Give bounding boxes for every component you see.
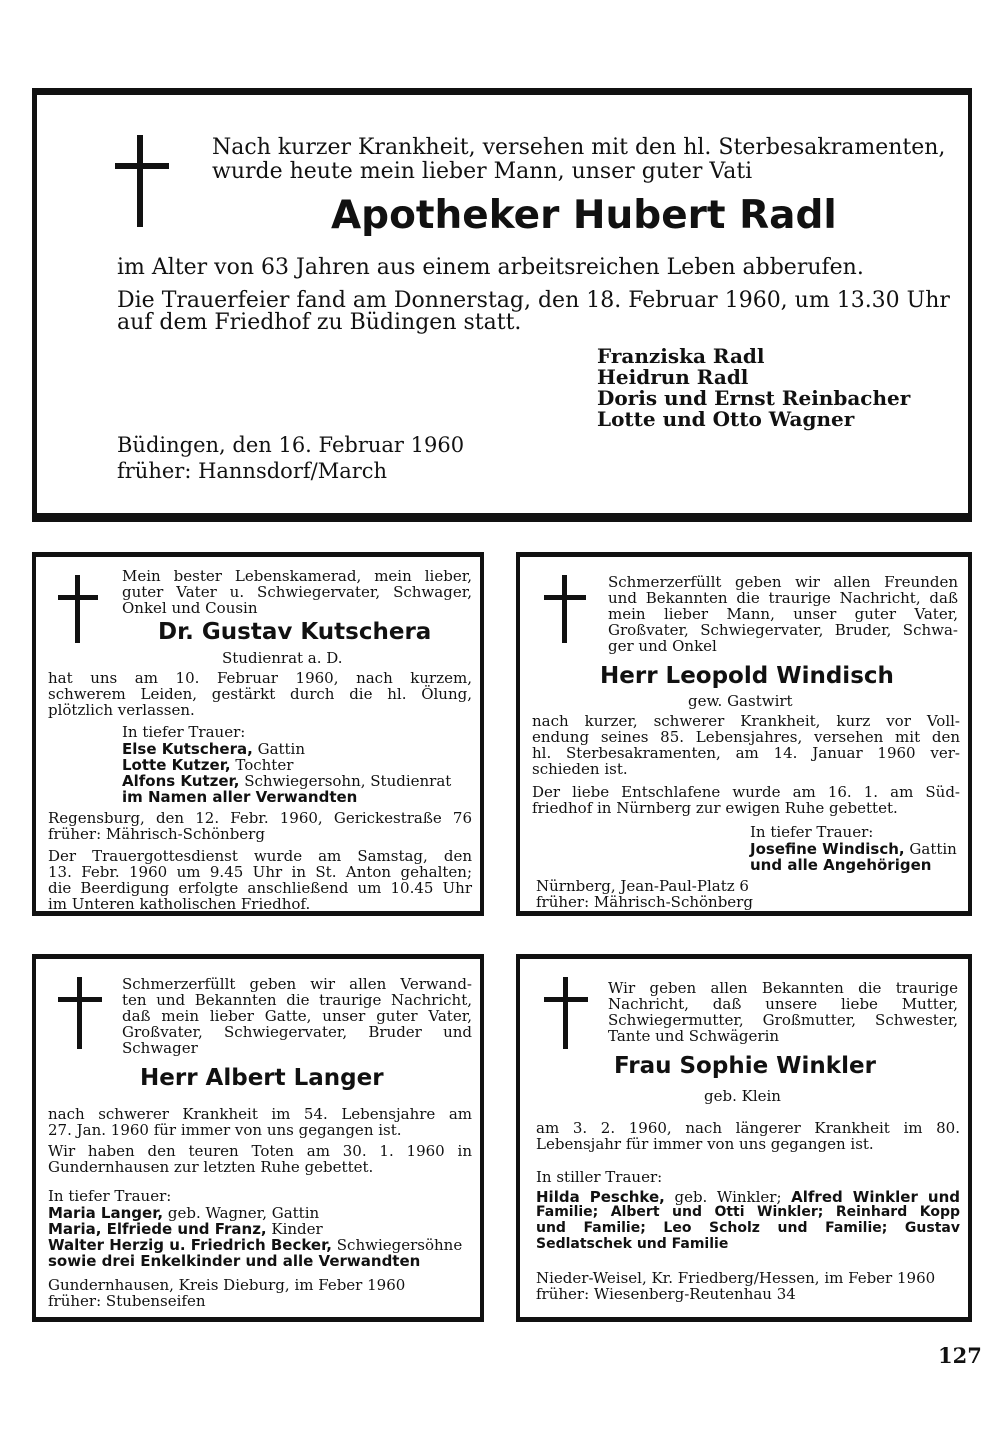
mourning-label: In stiller Trauer:: [536, 1168, 663, 1186]
mourner-line: Familie; Albert und Otti Winkler; Reinhard Kopp: [536, 1204, 960, 1220]
intro-line: mein lieber Mann, unser guter Vater,: [608, 605, 958, 623]
mourner: sowie drei Enkelkinder und alle Verwandten: [48, 1252, 421, 1270]
body-line: hat uns am 10. Februar 1960, nach kurzem,: [48, 669, 472, 687]
intro-line: Schmerzerfüllt geben wir allen Freunden: [608, 573, 958, 591]
place-date: Nürnberg, Jean-Paul-Platz 6: [536, 877, 749, 895]
burial-line: Gundernhausen zur letzten Ruhe gebettet.: [48, 1158, 374, 1176]
intro-line: ger und Onkel: [608, 637, 717, 655]
footer-line: Der Trauergottesdienst wurde am Samstag, den: [48, 847, 472, 865]
cross-icon: [115, 135, 169, 227]
place-date: Gundernhausen, Kreis Dieburg, im Feber 1960: [48, 1276, 406, 1294]
mourner: Maria, Elfriede und Franz, Kinder: [48, 1220, 323, 1238]
place-date: Nieder-Weisel, Kr. Friedberg/Hessen, im Feber 1960: [536, 1269, 936, 1287]
body-line: plötzlich verlassen.: [48, 701, 195, 719]
notice-radl: [32, 88, 972, 522]
mourner: Maria Langer, geb. Wagner, Gattin: [48, 1204, 320, 1222]
body-line: 27. Jan. 1960 für immer von uns gegangen ist.: [48, 1121, 402, 1139]
footer-line: die Beerdigung erfolgte anschließend um 10.45 Uhr: [48, 879, 472, 897]
notice-langer: [32, 954, 484, 1322]
mourner: Lotte Kutzer, Tochter: [122, 756, 294, 774]
notice-winkler: [516, 954, 972, 1322]
mourner: Lotte und Otto Wagner: [597, 407, 855, 431]
notice-kutschera: [32, 552, 484, 916]
burial-line: Der liebe Entschlafene wurde am 16. 1. am Süd-: [532, 783, 960, 801]
intro-line: Schmerzerfüllt geben wir allen Verwand-: [122, 975, 472, 993]
body-line: nach kurzer, schwerer Krankheit, kurz vor Voll-: [532, 712, 960, 730]
body-line: hl. Sterbesakramenten, am 14. Januar 1960 ver-: [532, 744, 960, 762]
intro-line: Nach kurzer Krankheit, versehen mit den hl. Sterbesakramenten,: [212, 135, 946, 160]
intro-line: ten und Bekannten die traurige Nachricht,: [122, 991, 472, 1009]
mourner: Josefine Windisch, Gattin: [750, 840, 957, 858]
former-home: früher: Stubenseifen: [48, 1292, 206, 1310]
mourner-line: Sedlatschek und Familie: [536, 1236, 729, 1252]
former-home: früher: Wiesenberg-Reutenhau 34: [536, 1285, 796, 1303]
body-line: auf dem Friedhof zu Büdingen statt.: [117, 310, 522, 335]
body-line: Die Trauerfeier fand am Donnerstag, den 18. Februar 1960, um 13.30 Uhr: [117, 288, 950, 313]
intro-line: Nachricht, daß unsere liebe Mutter,: [608, 995, 958, 1013]
mourning-label: In tiefer Trauer:: [122, 723, 246, 741]
mourner: Franziska Radl: [597, 344, 765, 368]
intro-line: wurde heute mein lieber Mann, unser guter Vati: [212, 159, 753, 184]
deceased-name: Frau Sophie Winkler: [614, 1053, 876, 1079]
intro-line: daß mein lieber Gatte, unser guter Vater,: [122, 1007, 472, 1025]
body-line: schwerem Leiden, gestärkt durch die hl. Ölung,: [48, 685, 472, 703]
mourner: und alle Angehörigen: [750, 856, 932, 874]
mourner: Alfons Kutzer, Schwiegersohn, Studienrat: [122, 772, 452, 790]
burial-line: friedhof in Nürnberg zur ewigen Ruhe gebettet.: [532, 799, 898, 817]
deceased-name: Apotheker Hubert Radl: [331, 193, 837, 238]
mourning-label: In tiefer Trauer:: [750, 823, 874, 841]
body-line: nach schwerer Krankheit im 54. Lebensjahre am: [48, 1105, 472, 1123]
place-date: Regensburg, den 12. Febr. 1960, Gerickestraße 76: [48, 809, 472, 827]
intro-line: Tante und Schwägerin: [608, 1027, 780, 1045]
mourning-label: In tiefer Trauer:: [48, 1187, 172, 1205]
burial-line: Wir haben den teuren Toten am 30. 1. 1960 in: [48, 1142, 472, 1160]
deceased-name: Herr Albert Langer: [140, 1065, 384, 1091]
deceased-title: gew. Gastwirt: [688, 692, 793, 710]
intro-line: Mein bester Lebenskamerad, mein lieber,: [122, 567, 472, 585]
notice-windisch: [516, 552, 972, 916]
intro-line: und Bekannten die traurige Nachricht, daß: [608, 589, 958, 607]
intro-line: guter Vater u. Schwiegervater, Schwager,: [122, 583, 472, 601]
place-date: Büdingen, den 16. Februar 1960: [117, 433, 465, 457]
mourner: Else Kutschera, Gattin: [122, 740, 306, 758]
cross-icon: [58, 575, 98, 643]
intro-line: Großvater, Schwiegervater, Bruder und: [122, 1023, 472, 1041]
mourner: Doris und Ernst Reinbacher: [597, 386, 911, 410]
cross-icon: [544, 977, 588, 1049]
intro-line: Schwager: [122, 1039, 198, 1057]
former-home: früher: Hannsdorf/March: [117, 459, 388, 483]
body-line: schieden ist.: [532, 760, 628, 778]
deceased-name: Dr. Gustav Kutschera: [158, 619, 432, 645]
deceased-name: Herr Leopold Windisch: [600, 663, 894, 689]
body-line: Lebensjahr für immer von uns gegangen ist.: [536, 1135, 874, 1153]
intro-line: Wir geben allen Bekannten die traurige: [608, 979, 958, 997]
footer-line: im Unteren katholischen Friedhof.: [48, 895, 311, 913]
former-home: früher: Mährisch-Schönberg: [536, 893, 753, 911]
mourner-line: Hilda Peschke, geb. Winkler; Alfred Winkler und: [536, 1188, 960, 1206]
mourner: Heidrun Radl: [597, 365, 749, 389]
mourner-line: und Familie; Leo Scholz und Familie; Gustav: [536, 1220, 960, 1236]
footer-line: 13. Febr. 1960 um 9.45 Uhr in St. Anton gehalten;: [48, 863, 472, 881]
former-home: früher: Mährisch-Schönberg: [48, 825, 265, 843]
cross-icon: [58, 977, 102, 1049]
body-line: am 3. 2. 1960, nach längerer Krankheit im 80.: [536, 1119, 960, 1137]
intro-line: Großvater, Schwiegervater, Bruder, Schwa-: [608, 621, 958, 639]
body-line: im Alter von 63 Jahren aus einem arbeitsreichen Leben abberufen.: [117, 255, 864, 280]
mourner: Walter Herzig u. Friedrich Becker, Schwiegersöhne: [48, 1236, 463, 1254]
cross-icon: [544, 575, 586, 643]
deceased-title: geb. Klein: [704, 1087, 781, 1105]
deceased-title: Studienrat a. D.: [222, 649, 343, 667]
intro-line: Schwiegermutter, Großmutter, Schwester,: [608, 1011, 958, 1029]
page-number: 127: [938, 1343, 982, 1368]
intro-line: Onkel und Cousin: [122, 599, 258, 617]
mourner: im Namen aller Verwandten: [122, 788, 358, 806]
body-line: endung seines 85. Lebensjahres, versehen mit den: [532, 728, 960, 746]
